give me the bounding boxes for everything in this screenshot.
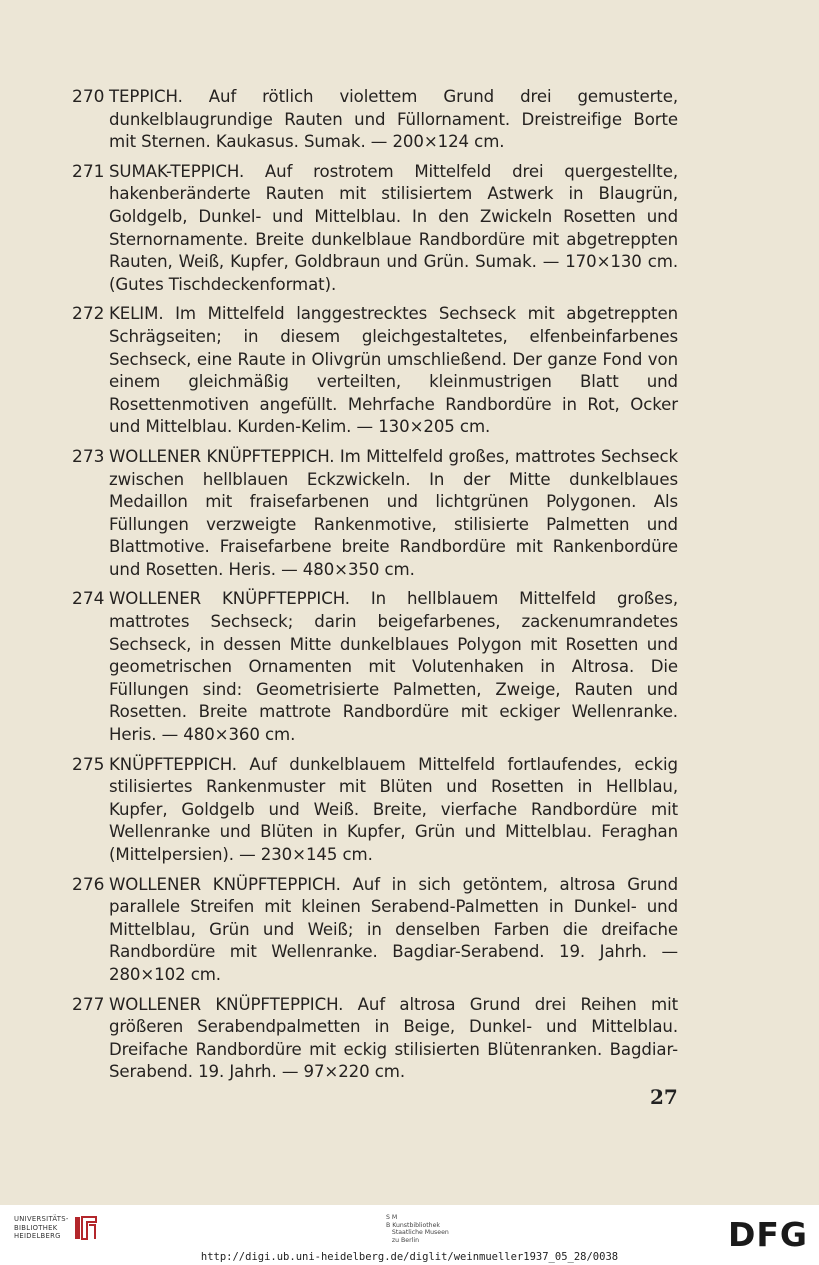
page-number: 27 — [650, 1085, 678, 1109]
university-logo-icon — [74, 1215, 98, 1241]
entry-number: 271 — [72, 161, 105, 182]
library-name: UNIVERSITÄTS- BIBLIOTHEK HEIDELBERG — [14, 1215, 69, 1241]
source-url[interactable]: http://digi.ub.uni-heidelberg.de/diglit/weinmueller1937_05_28/0038 — [200, 1251, 619, 1263]
catalog-entry — [72, 588, 678, 746]
entry-text: WOLLENER KNÜPFTEPPICH. Im Mittelfeld großes, mattrotes Sechseck zwischen hellblauen Eckzwickeln. In der Mitte dunkelblaues Medaillon mit fraisefarbenen und lichtgrünen Polygonen. Als Füllungen verzweigte Rankenmotive, stilisierte Palmetten und Blattmotive. Fraisefarbene breite Randbordüre mit Rankenbordüre und Rosetten. Heris. — 480×350 cm. — [109, 446, 678, 579]
entry-number: 276 — [72, 874, 105, 895]
catalog-entry — [72, 754, 678, 867]
museum-stamp: S M B Kunstbibliothek Staatliche Museen zu Berlin — [386, 1214, 449, 1244]
catalog-entry — [72, 994, 678, 1084]
entry-text: KNÜPFTEPPICH. Auf dunkelblauem Mittelfeld fortlaufendes, eckig stilisiertes Rankenmuster mit Blüten und Rosetten in Hellblau, Kupfer, Goldgelb und Weiß. Breite, vierfache Randbordüre mit Wellenranke und Blüten in Kupfer, Grün und Mittelblau. Feraghan (Mittelpersien). — 230×145 cm. — [109, 754, 678, 864]
entry-text: SUMAK-TEPPICH. Auf rostrotem Mittelfeld drei quergestellte, hakenberänderte Rauten mit stilisiertem Astwerk in Blaugrün, Goldgelb, Dunkel- und Mittelblau. In den Zwickeln Rosetten und Sternornamente. Breite dunkelblaue Randbordüre mit abgetreppten Rauten, Weiß, Kupfer, Goldbraun und Grün. Sumak. — 170×130 cm. (Gutes Tischdeckenformat). — [109, 161, 678, 294]
viewer-footer — [0, 1205, 819, 1265]
catalog-entry — [72, 86, 678, 154]
entry-number: 277 — [72, 994, 105, 1015]
entry-number: 274 — [72, 589, 105, 610]
entry-text: TEPPICH. Auf rötlich violettem Grund drei gemusterte, dunkelblaugrundige Rauten und Füllornament. Dreistreifige Borte mit Sternen. Kaukasus. Sumak. — 200×124 cm. — [109, 87, 678, 152]
catalog-entry — [72, 874, 678, 987]
entry-text: WOLLENER KNÜPFTEPPICH. Auf altrosa Grund drei Reihen mit größeren Serabendpalmetten in Beige, Dunkel- und Mittelblau. Dreifache Randbordüre mit eckig stilisierten Blütenranken. Bagdiar-Serabend. 19. Jahrh. — 97×220 cm. — [109, 994, 678, 1082]
entry-number: 275 — [72, 754, 105, 775]
entry-number: 270 — [72, 87, 105, 107]
entry-number: 272 — [72, 304, 105, 325]
catalog-entries — [72, 86, 678, 1091]
catalog-entry — [72, 303, 678, 439]
entry-number: 273 — [72, 446, 105, 467]
dfg-logo: DFG — [728, 1215, 809, 1254]
catalog-entry — [72, 446, 678, 582]
catalog-entry — [72, 161, 678, 297]
entry-text: WOLLENER KNÜPFTEPPICH. In hellblauem Mittelfeld großes, mattrotes Sechseck; darin beigefarbenes, zackenumrandetes Sechseck, in dessen Mitte dunkelblaues Polygon mit Rosetten und geometrischen Ornamenten mit Volutenhaken in Altrosa. Die Füllungen sind: Geometrisierte Palmetten, Zweige, Rauten und Rosetten. Breite mattrote Randbordüre mit eckiger Wellenranke. Heris. — 480×360 cm. — [109, 589, 678, 745]
entry-text: WOLLENER KNÜPFTEPPICH. Auf in sich getöntem, altrosa Grund parallele Streifen mit kleinen Serabend-Palmetten in Dunkel- und Mittelblau, Grün und Weiß; in denselben Farben die dreifache Randbordüre mit Wellenranke. Bagdiar-Serabend. 19. Jahrh. — 280×102 cm. — [109, 874, 678, 984]
entry-text: KELIM. Im Mittelfeld langgestrecktes Sechseck mit abgetreppten Schrägseiten; in diesem gleichgestaltetes, elfenbeinfarbenes Sechseck, eine Raute in Olivgrün umschließend. Der ganze Fond von einem gleichmäßig verteilten, kleinmustrigen Blatt und Rosettenmotiven angefüllt. Mehrfache Randbordüre in Rot, Ocker und Mittelblau. Kurden-Kelim. — 130×205 cm. — [109, 304, 678, 437]
